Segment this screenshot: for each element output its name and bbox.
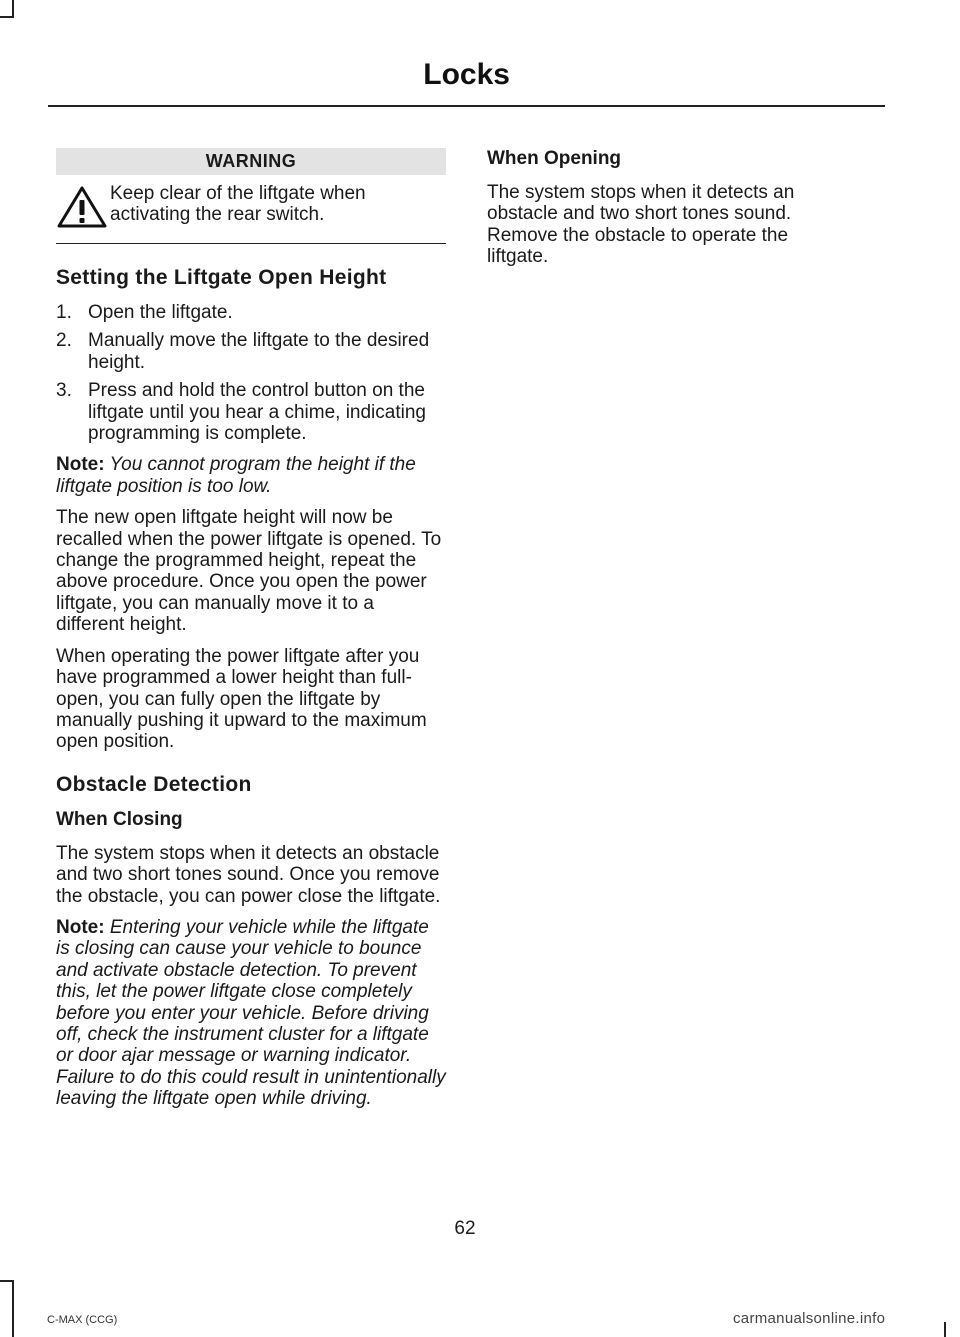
section-heading-obstacle: Obstacle Detection xyxy=(56,772,252,796)
body-paragraph: The system stops when it detects an obstacle and two short tones sound. Remove the obstacle to operate the liftgate. xyxy=(487,182,795,268)
section-heading-open-height: Setting the Liftgate Open Height xyxy=(56,266,387,289)
list-item xyxy=(56,302,446,323)
step-text: Press and hold the control button on the liftgate until you hear a chime, indicating programming is complete. xyxy=(88,380,426,445)
note-label: Note: xyxy=(56,916,105,938)
crop-mark xyxy=(12,1280,14,1337)
crop-mark xyxy=(0,1280,14,1282)
crop-mark xyxy=(944,1322,946,1337)
header-divider xyxy=(48,105,885,107)
left-column xyxy=(56,148,446,1120)
note-text: You cannot program the height if the liftgate position is too low. xyxy=(56,454,416,497)
page-number: 62 xyxy=(454,1218,476,1239)
warning-box xyxy=(56,148,446,244)
list-item xyxy=(56,330,446,373)
list-item xyxy=(56,380,446,444)
watermark: carmanualsonline.info xyxy=(733,1310,886,1327)
warning-triangle-icon xyxy=(56,185,108,229)
steps-list xyxy=(56,302,446,444)
warning-label: WARNING xyxy=(56,148,446,175)
step-text: Manually move the liftgate to the desired height. xyxy=(88,330,430,373)
body-paragraph: When operating the power liftgate after you have programmed a lower height than full-open, you can fully open the liftgate by manually pushing it upward to the maximum open position. xyxy=(56,645,427,753)
crop-mark xyxy=(12,0,14,16)
step-number: 2. xyxy=(56,330,72,352)
page-title: Locks xyxy=(423,58,510,91)
footer-model: C-MAX (CCG) xyxy=(47,1314,118,1326)
subheading-when-opening: When Opening xyxy=(487,148,622,169)
note-paragraph xyxy=(56,454,446,497)
note-label: Note: xyxy=(56,454,105,476)
body-paragraph: The system stops when it detects an obstacle and two short tones sound. Once you remove the obstacle, you can power close the liftgate. xyxy=(56,842,441,907)
subheading-when-closing: When Closing xyxy=(56,808,183,830)
note-paragraph xyxy=(56,917,446,1110)
step-text: Open the liftgate. xyxy=(88,302,233,323)
crop-mark xyxy=(0,16,14,18)
step-number: 3. xyxy=(56,380,72,402)
note-text: Entering your vehicle while the liftgate is closing can cause your vehicle to bounce and activate obstacle detection. To prevent this, let the power liftgate close completely before you enter your vehicle. Before driving off, check the instrument cluster for a liftgate or door ajar message or warning indicator. Failure to do this could result in unintentionally leaving the liftgate open while driving. xyxy=(56,916,446,1110)
warning-text: Keep clear of the liftgate when activating the rear switch. xyxy=(110,183,366,225)
right-column xyxy=(487,148,847,278)
body-paragraph: The new open liftgate height will now be recalled when the power liftgate is opened. To change the programmed height, repeat the above procedure. Once you open the power liftgate, you can manually move it to a different height. xyxy=(56,507,442,636)
step-number: 1. xyxy=(56,302,72,323)
warning-body xyxy=(56,183,446,244)
